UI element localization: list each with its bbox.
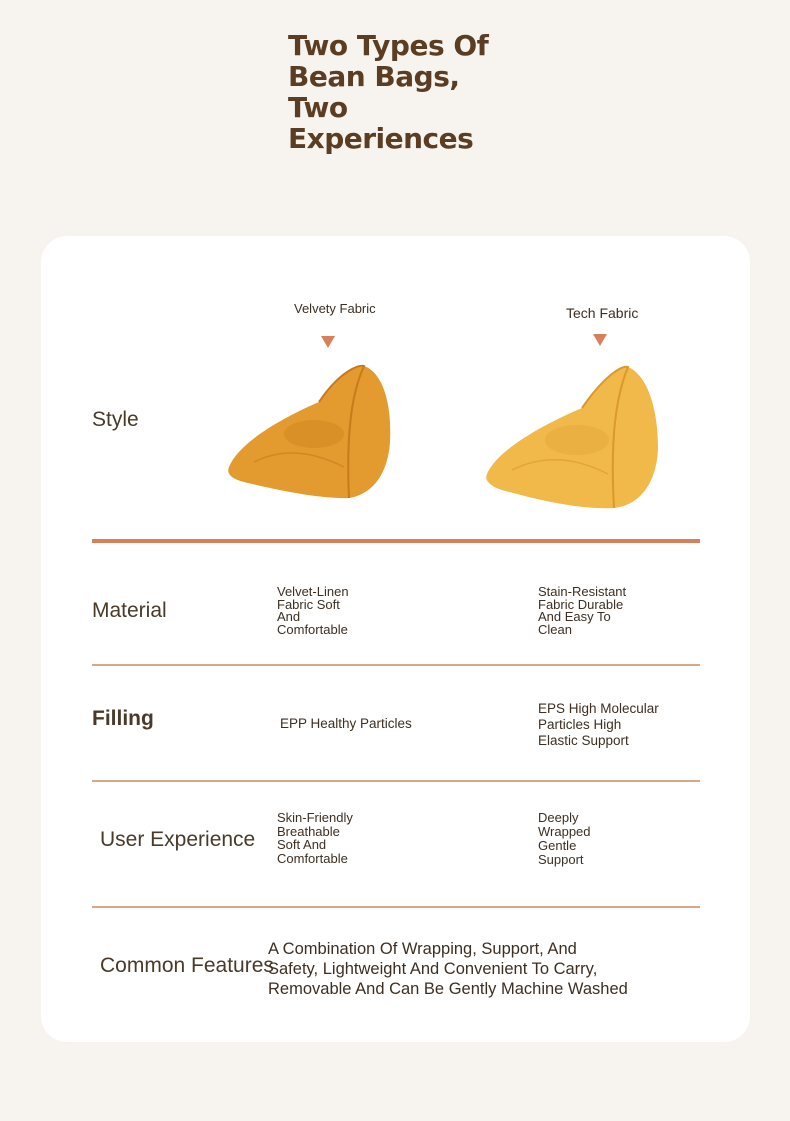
cell-line: EPS High Molecular: [538, 701, 659, 716]
title-line: Two: [288, 91, 348, 124]
common-features-line: Safety, Lightweight And Convenient To Carry,: [268, 960, 598, 978]
filling-velvet-text: EPP Healthy Particles: [280, 716, 412, 731]
cell-line: Deeply: [538, 810, 579, 825]
material-velvet-text: [277, 586, 349, 636]
material-tech-text: [538, 586, 626, 636]
cell-line: Elastic Support: [538, 733, 629, 748]
filling-label: Filling: [92, 707, 154, 730]
title-line: Bean Bags,: [288, 60, 460, 93]
cell-line: Comfortable: [277, 621, 348, 637]
cell-line: Comfortable: [277, 850, 348, 866]
style-label: Style: [92, 408, 139, 431]
tech-bean-bag-image: [482, 362, 662, 512]
comparison-card: [41, 236, 750, 1042]
material-label: Material: [92, 599, 167, 622]
page-title: [288, 30, 508, 154]
velvety-arrow-icon: [321, 336, 335, 348]
user-experience-tech-text: [538, 811, 591, 867]
user-experience-velvet-text: [277, 811, 353, 865]
cell-line: Breathable: [277, 823, 340, 839]
velvety-fabric-tag: Velvety Fabric: [294, 301, 376, 316]
common-features-label: Common Features: [100, 954, 274, 977]
divider: [92, 780, 700, 782]
cell-line: Soft And: [277, 837, 327, 852]
cell-line: Wrapped: [538, 824, 591, 839]
cell-line: Gentle: [538, 838, 577, 853]
cell-line: Support: [538, 852, 584, 867]
cell-line: Skin-Friendly: [277, 810, 353, 825]
tech-fabric-tag: Tech Fabric: [566, 305, 639, 321]
tech-arrow-icon: [593, 334, 607, 346]
cell-line: And Easy To: [538, 609, 611, 624]
cell-line: Fabric Durable: [538, 596, 624, 612]
filling-tech-text: [538, 701, 659, 749]
cell-line: Clean: [538, 621, 572, 637]
divider: [92, 906, 700, 908]
velvet-bean-bag-image: [224, 362, 394, 502]
cell-line: Particles High: [538, 717, 622, 732]
cell-line: Stain-Resistant: [538, 584, 627, 599]
common-features-line: A Combination Of Wrapping, Support, And: [268, 940, 577, 958]
title-line: Experiences: [288, 122, 474, 155]
title-line: Two Types Of: [288, 29, 489, 62]
cell-line: And: [277, 609, 301, 624]
user-experience-label: User Experience: [100, 828, 256, 851]
divider: [92, 664, 700, 666]
common-features-text: [268, 939, 688, 999]
divider: [92, 539, 700, 543]
cell-line: Velvet-Linen: [277, 584, 349, 599]
common-features-line: Removable And Can Be Gently Machine Washed: [268, 980, 628, 998]
cell-line: Fabric Soft: [277, 596, 340, 612]
